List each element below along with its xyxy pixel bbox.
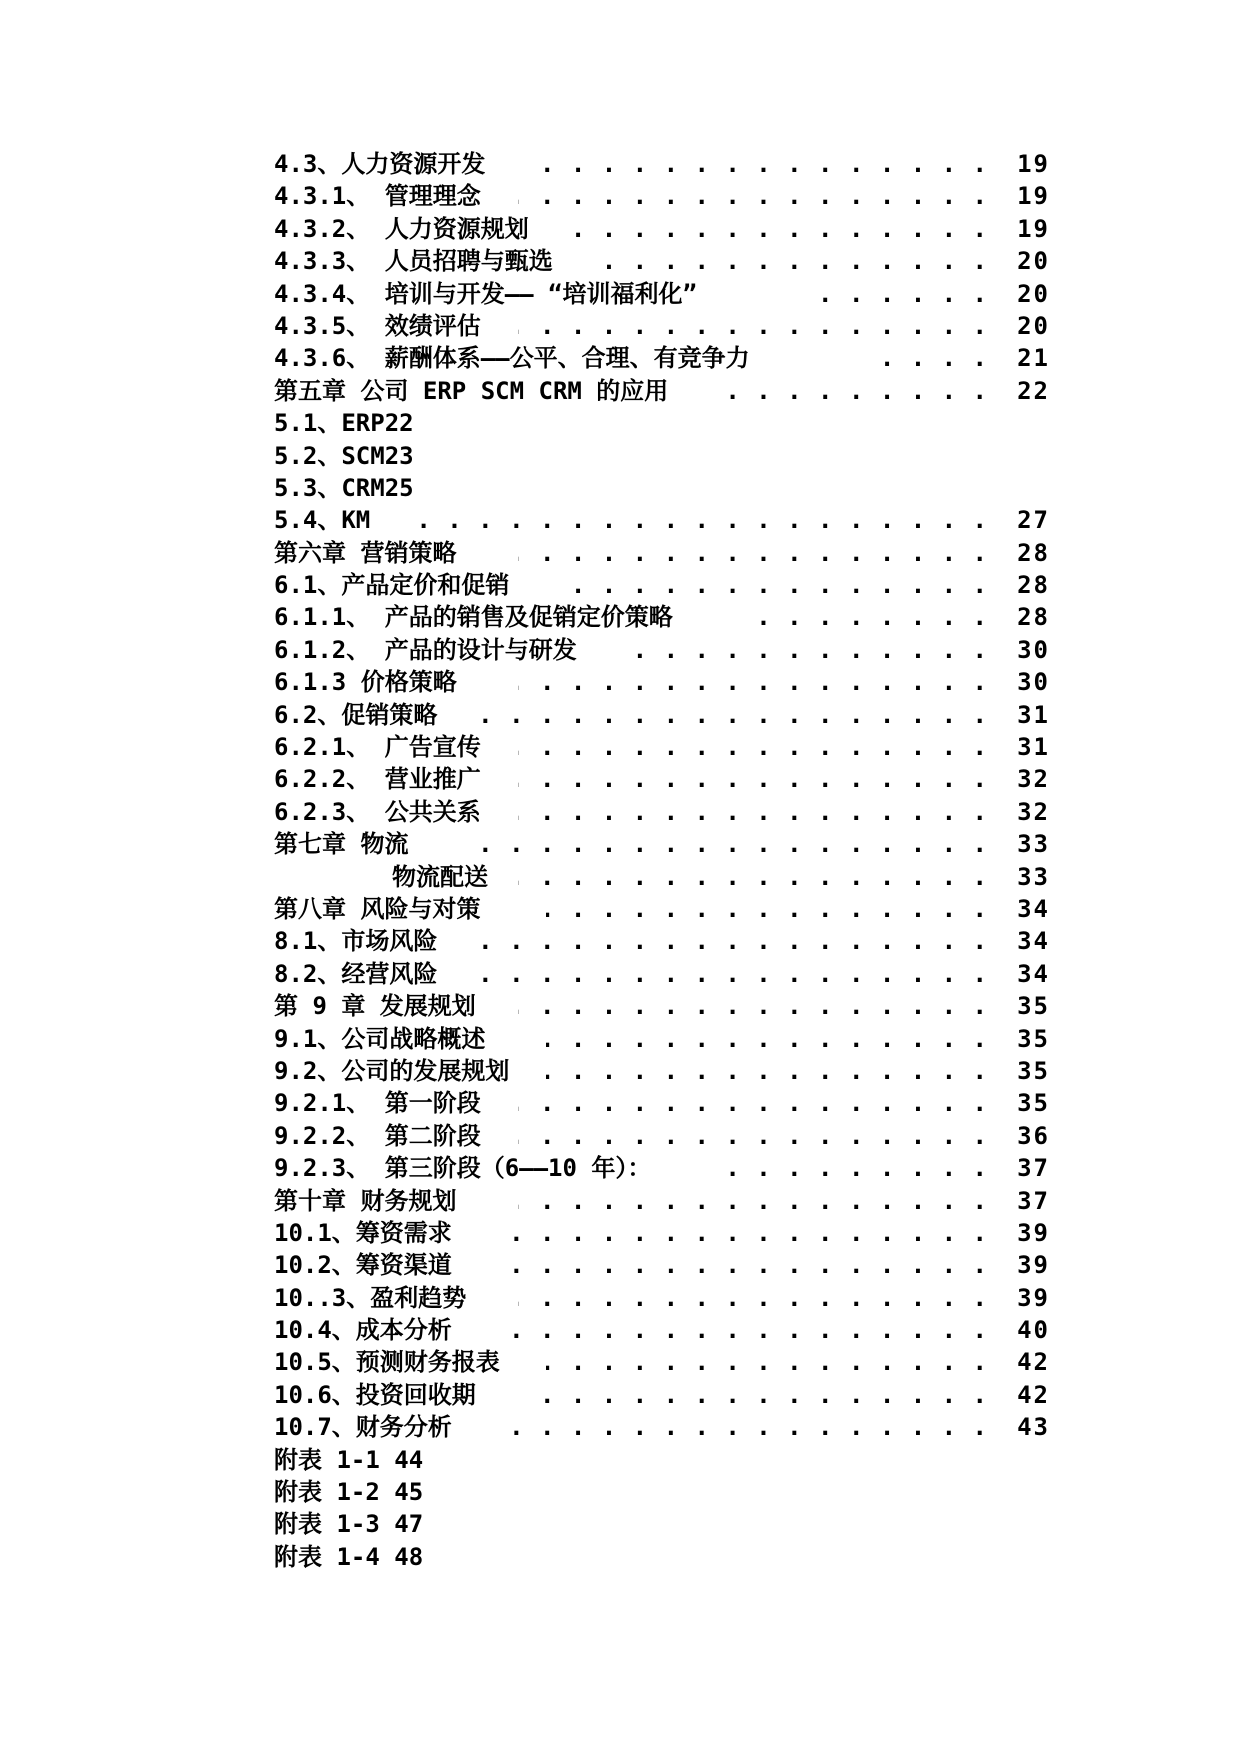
toc-entry[interactable] <box>274 278 1050 310</box>
toc-entry[interactable] <box>274 634 1050 666</box>
toc-entry-page-number: 30 <box>1017 668 1050 697</box>
toc-entry-title: 第八章 风险与对策 <box>274 894 481 923</box>
toc-entry-page-number: 34 <box>1017 894 1050 923</box>
toc-entry[interactable] <box>274 1314 1050 1346</box>
toc-entry-page-number: 19 <box>1017 150 1050 178</box>
toc-dot-leader <box>518 310 988 342</box>
toc-entry[interactable] <box>274 893 1050 925</box>
toc-entry-page-number: 32 <box>1017 797 1050 826</box>
toc-entry-page-number: 39 <box>1017 1251 1050 1280</box>
toc-dot-leader <box>594 245 988 277</box>
toc-entry-page-number: 20 <box>1017 279 1050 308</box>
toc-entry-title: 第 9 章 发展规划 <box>274 992 476 1021</box>
toc-dot-leader <box>546 1023 988 1055</box>
toc-entry[interactable] <box>274 537 1050 569</box>
toc-dot-leader <box>464 828 988 860</box>
toc-entry[interactable] <box>274 1346 1050 1378</box>
toc-dot-leader <box>464 699 988 731</box>
toc-entry[interactable] <box>274 1152 1050 1184</box>
toc-entry-page-number: 31 <box>1017 700 1050 729</box>
toc-entry-title: 10.7、财务分析 <box>274 1413 452 1442</box>
toc-entry[interactable] <box>274 1023 1050 1055</box>
toc-entry-title: 4.3.1、 管理理念 <box>274 182 481 211</box>
toc-entry-page-number: 27 <box>1017 506 1050 535</box>
toc-entry-title: 物流配送 <box>392 862 488 891</box>
toc-dot-leader <box>738 601 988 633</box>
toc-entry[interactable] <box>274 472 1050 504</box>
toc-entry-title: 10..3、盈利趋势 <box>274 1283 467 1312</box>
toc-entry-title: 附表 1-2 45 <box>274 1478 424 1507</box>
toc-entry[interactable] <box>274 1087 1050 1119</box>
toc-entry-title: 第五章 公司 ERP SCM CRM 的应用 <box>274 376 669 405</box>
toc-entry-page-number: 34 <box>1017 959 1050 988</box>
toc-dot-leader <box>518 990 988 1022</box>
toc-dot-leader <box>809 278 988 310</box>
toc-entry-page-number: 39 <box>1017 1283 1050 1312</box>
toc-dot-leader <box>464 925 988 957</box>
toc-entry-title: 第十章 财务规划 <box>274 1186 457 1215</box>
toc-dot-leader <box>518 861 988 893</box>
toc-dot-leader <box>546 1055 988 1087</box>
toc-dot-leader <box>546 893 988 925</box>
toc-entry[interactable] <box>274 796 1050 828</box>
toc-entry[interactable] <box>274 245 1050 277</box>
toc-dot-leader <box>464 958 988 990</box>
toc-dot-leader <box>518 666 988 698</box>
toc-entry-page-number: 28 <box>1017 571 1050 600</box>
toc-entry-page-number: 33 <box>1017 862 1050 891</box>
toc-entry-page-number: 21 <box>1017 344 1050 373</box>
toc-entry[interactable] <box>274 990 1050 1022</box>
toc-entry[interactable] <box>274 763 1050 795</box>
toc-entry[interactable] <box>274 1217 1050 1249</box>
toc-entry-title: 6.2.1、 广告宣传 <box>274 733 481 762</box>
toc-dot-leader <box>518 1120 988 1152</box>
toc-entry[interactable] <box>274 1120 1050 1152</box>
toc-entry-title: 10.2、筹资渠道 <box>274 1251 452 1280</box>
toc-entry-title: 6.2.3、 公共关系 <box>274 797 481 826</box>
toc-dot-leader <box>546 1346 988 1378</box>
toc-entry-title: 6.2、促销策略 <box>274 700 438 729</box>
toc-entry[interactable] <box>274 925 1050 957</box>
toc-entry-page-number: 35 <box>1017 1089 1050 1118</box>
toc-entry[interactable] <box>274 407 1050 439</box>
toc-entry-title: 4.3、人力资源开发 <box>274 150 486 178</box>
toc-entry[interactable] <box>274 1185 1050 1217</box>
toc-entry-title: 4.3.3、 人员招聘与甄选 <box>274 247 553 276</box>
toc-entry-title: 6.1.2、 产品的设计与研发 <box>274 635 577 664</box>
toc-dot-leader <box>490 1411 988 1443</box>
toc-entry-page-number: 35 <box>1017 992 1050 1021</box>
toc-entry-title: 第七章 物流 <box>274 830 409 859</box>
toc-entry-page-number: 36 <box>1017 1121 1050 1150</box>
toc-entry-title: 8.1、市场风险 <box>274 927 438 956</box>
toc-entry-title: 6.1、产品定价和促销 <box>274 571 510 600</box>
toc-entry-page-number: 31 <box>1017 733 1050 762</box>
toc-dot-leader <box>518 180 988 212</box>
toc-entry[interactable] <box>274 569 1050 601</box>
toc-dot-leader <box>490 1314 988 1346</box>
toc-entry-page-number: 39 <box>1017 1218 1050 1247</box>
toc-dot-leader <box>518 763 988 795</box>
toc-entry[interactable] <box>274 699 1050 731</box>
toc-entry-title: 第六章 营销策略 <box>274 538 457 567</box>
toc-entry-title: 6.1.3 价格策略 <box>274 668 457 697</box>
toc-entry-title: 9.2、公司的发展规划 <box>274 1056 510 1085</box>
toc-entry[interactable] <box>274 666 1050 698</box>
toc-entry-title: 9.1、公司战略概述 <box>274 1024 486 1053</box>
toc-entry-title: 4.3.6、 薪酬体系——公平、合理、有竞争力 <box>274 344 750 373</box>
toc-entry-page-number: 42 <box>1017 1348 1050 1377</box>
toc-dot-leader <box>624 634 988 666</box>
toc-entry-page-number: 40 <box>1017 1316 1050 1345</box>
toc-entry-title: 9.2.2、 第二阶段 <box>274 1121 481 1150</box>
toc-dot-leader <box>526 1379 988 1411</box>
toc-entry-page-number: 32 <box>1017 765 1050 794</box>
toc-entry-title: 附表 1-1 44 <box>274 1445 424 1474</box>
toc-entry[interactable] <box>274 1444 1050 1476</box>
toc-entry-title: 5.2、SCM23 <box>274 441 414 470</box>
toc-entry-title: 4.3.4、 培训与开发—— “培训福利化” <box>274 279 697 308</box>
toc-entry-page-number: 28 <box>1017 538 1050 567</box>
toc-dot-leader <box>518 537 988 569</box>
toc-entry-page-number: 19 <box>1017 214 1050 243</box>
toc-entry[interactable] <box>274 861 1050 893</box>
toc-entry[interactable] <box>274 1249 1050 1281</box>
toc-entry-page-number: 37 <box>1017 1154 1050 1183</box>
toc-entry-title: 5.3、CRM25 <box>274 473 414 502</box>
toc-dot-leader <box>400 504 988 536</box>
toc-entry[interactable] <box>274 310 1050 342</box>
toc-entry[interactable] <box>274 958 1050 990</box>
toc-dot-leader <box>518 1185 988 1217</box>
toc-entry-title: 8.2、经营风险 <box>274 959 438 988</box>
toc-entry[interactable] <box>274 1508 1050 1540</box>
toc-dot-leader <box>574 569 988 601</box>
toc-entry[interactable] <box>274 440 1050 472</box>
toc-entry[interactable] <box>274 1282 1050 1314</box>
toc-entry-title: 10.5、预测财务报表 <box>274 1348 500 1377</box>
toc-entry-title: 附表 1-4 48 <box>274 1542 424 1571</box>
toc-entry-page-number: 43 <box>1017 1413 1050 1442</box>
toc-entry[interactable] <box>274 1411 1050 1443</box>
toc-entry[interactable] <box>274 180 1050 212</box>
toc-entry-title: 5.1、ERP22 <box>274 409 414 438</box>
toc-entry[interactable] <box>274 601 1050 633</box>
toc-dot-leader <box>518 731 988 763</box>
toc-entry-title: 10.6、投资回收期 <box>274 1380 476 1409</box>
toc-entry[interactable] <box>274 342 1050 374</box>
toc-entry-page-number: 22 <box>1017 376 1050 405</box>
toc-entry-title: 5.4、KM <box>274 506 371 535</box>
toc-entry-page-number: 28 <box>1017 603 1050 632</box>
toc-entry[interactable] <box>274 1541 1050 1573</box>
toc-dot-leader <box>536 148 988 180</box>
toc-entry-page-number: 33 <box>1017 830 1050 859</box>
toc-entry-title: 9.2.3、 第三阶段（6——10 年）： <box>274 1154 652 1183</box>
toc-dot-leader <box>490 1217 988 1249</box>
toc-entry-title: 6.1.1、 产品的销售及促销定价策略 <box>274 603 673 632</box>
toc-entry[interactable] <box>274 1379 1050 1411</box>
toc-dot-leader <box>574 213 988 245</box>
toc-entry[interactable] <box>274 1476 1050 1508</box>
toc-entry-page-number: 35 <box>1017 1024 1050 1053</box>
toc-entry[interactable] <box>274 504 1050 536</box>
toc-dot-leader <box>518 1282 988 1314</box>
toc-entry-page-number: 19 <box>1017 182 1050 211</box>
toc-entry-title: 4.3.2、 人力资源规划 <box>274 214 529 243</box>
toc-entry-page-number: 34 <box>1017 927 1050 956</box>
toc-dot-leader <box>872 342 988 374</box>
toc-entry-title: 10.4、成本分析 <box>274 1316 452 1345</box>
toc-entry-title: 9.2.1、 第一阶段 <box>274 1089 481 1118</box>
toc-entry-page-number: 20 <box>1017 247 1050 276</box>
table-of-contents <box>274 148 1050 1573</box>
toc-entry-page-number: 30 <box>1017 635 1050 664</box>
toc-dot-leader <box>518 796 988 828</box>
toc-entry-page-number: 20 <box>1017 311 1050 340</box>
toc-entry-title: 6.2.2、 营业推广 <box>274 765 481 794</box>
toc-entry[interactable] <box>274 213 1050 245</box>
toc-entry[interactable] <box>274 1055 1050 1087</box>
toc-dot-leader <box>714 375 988 407</box>
toc-entry-page-number: 35 <box>1017 1056 1050 1085</box>
toc-dot-leader <box>490 1249 988 1281</box>
toc-entry[interactable] <box>274 731 1050 763</box>
toc-dot-leader <box>714 1152 988 1184</box>
toc-entry-title: 10.1、筹资需求 <box>274 1218 452 1247</box>
toc-entry-title: 附表 1-3 47 <box>274 1510 424 1539</box>
toc-dot-leader <box>518 1087 988 1119</box>
toc-entry[interactable] <box>274 375 1050 407</box>
toc-entry[interactable] <box>274 148 1050 180</box>
toc-entry-page-number: 42 <box>1017 1380 1050 1409</box>
toc-entry-title: 4.3.5、 效绩评估 <box>274 311 481 340</box>
toc-entry[interactable] <box>274 828 1050 860</box>
toc-entry-page-number: 37 <box>1017 1186 1050 1215</box>
